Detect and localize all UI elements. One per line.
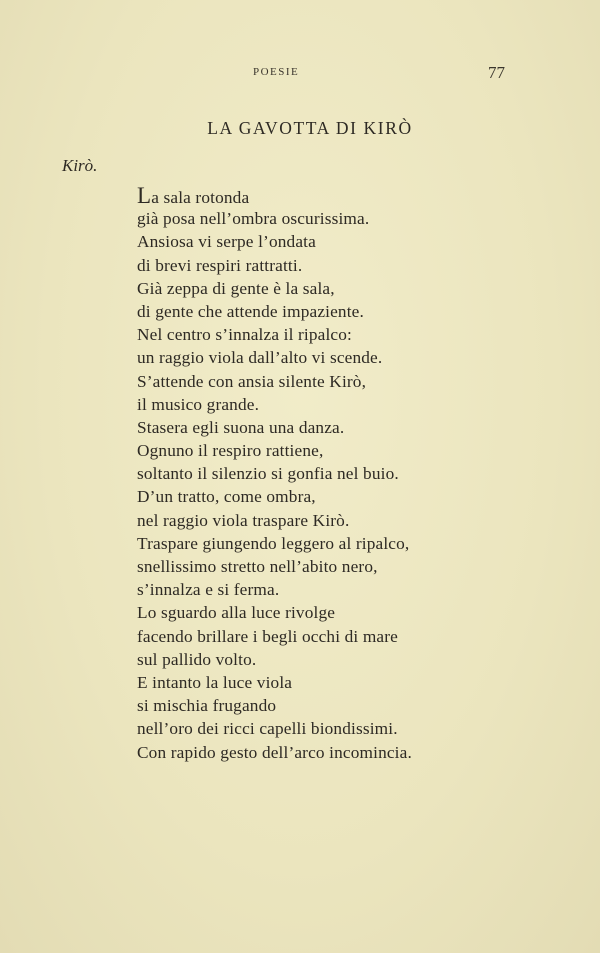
- poem-title: LA GAVOTTA DI KIRÒ: [207, 118, 413, 138]
- verse-line: Traspare giungendo leggero al ripalco,: [137, 533, 410, 553]
- speaker-label: Kirò.: [62, 156, 98, 175]
- verse-line: nell’oro dei ricci capelli biondissimi.: [137, 719, 398, 739]
- verse-line: Nel centro s’innalza il ripalco:: [137, 325, 352, 345]
- page-number: 77: [488, 63, 505, 82]
- verse-line: E intanto la luce viola: [137, 672, 293, 692]
- verse-line: nel raggio viola traspare Kirò.: [137, 510, 350, 530]
- verse-line: s’innalza e si ferma.: [137, 580, 280, 600]
- verse-line: Ognuno il respiro rattiene,: [137, 441, 324, 461]
- verse-line: Ansiosa vi serpe l’ondata: [137, 232, 316, 252]
- verse-line: di brevi respiri rattratti.: [137, 255, 303, 275]
- poem-verses: [137, 184, 412, 764]
- verse-line: Lo sguardo alla luce rivolge: [137, 603, 336, 623]
- drop-cap: L: [137, 183, 152, 208]
- running-title: POESIE: [253, 66, 300, 78]
- verse-line: D’un tratto, come ombra,: [137, 487, 316, 507]
- verse-line: Con rapido gesto dell’arco incomincia.: [137, 742, 412, 762]
- verse-line: snellissimo stretto nell’abito nero,: [137, 557, 378, 576]
- running-head: [0, 63, 600, 84]
- verse-line: Già zeppa di gente è la sala,: [137, 278, 335, 298]
- verse-line: un raggio viola dall’alto vi scende.: [137, 348, 383, 368]
- verse-line: di gente che attende impaziente.: [137, 301, 364, 321]
- verse-line: il musico grande.: [137, 394, 260, 414]
- verse-line: S’attende con ansia silente Kirò,: [137, 371, 367, 391]
- verse-line: [137, 184, 412, 207]
- verse-line: facendo brillare i begli occhi di mare: [137, 626, 398, 646]
- verse-line: già posa nell’ombra oscurissima.: [137, 209, 370, 229]
- first-line-text: a sala rotonda: [151, 188, 250, 207]
- verse-line: Stasera egli suona una danza.: [137, 417, 345, 437]
- verse-line: si mischia frugando: [137, 696, 277, 716]
- verse-line: sul pallido volto.: [137, 649, 257, 669]
- verse-line: soltanto il silenzio si gonfia nel buio.: [137, 464, 399, 484]
